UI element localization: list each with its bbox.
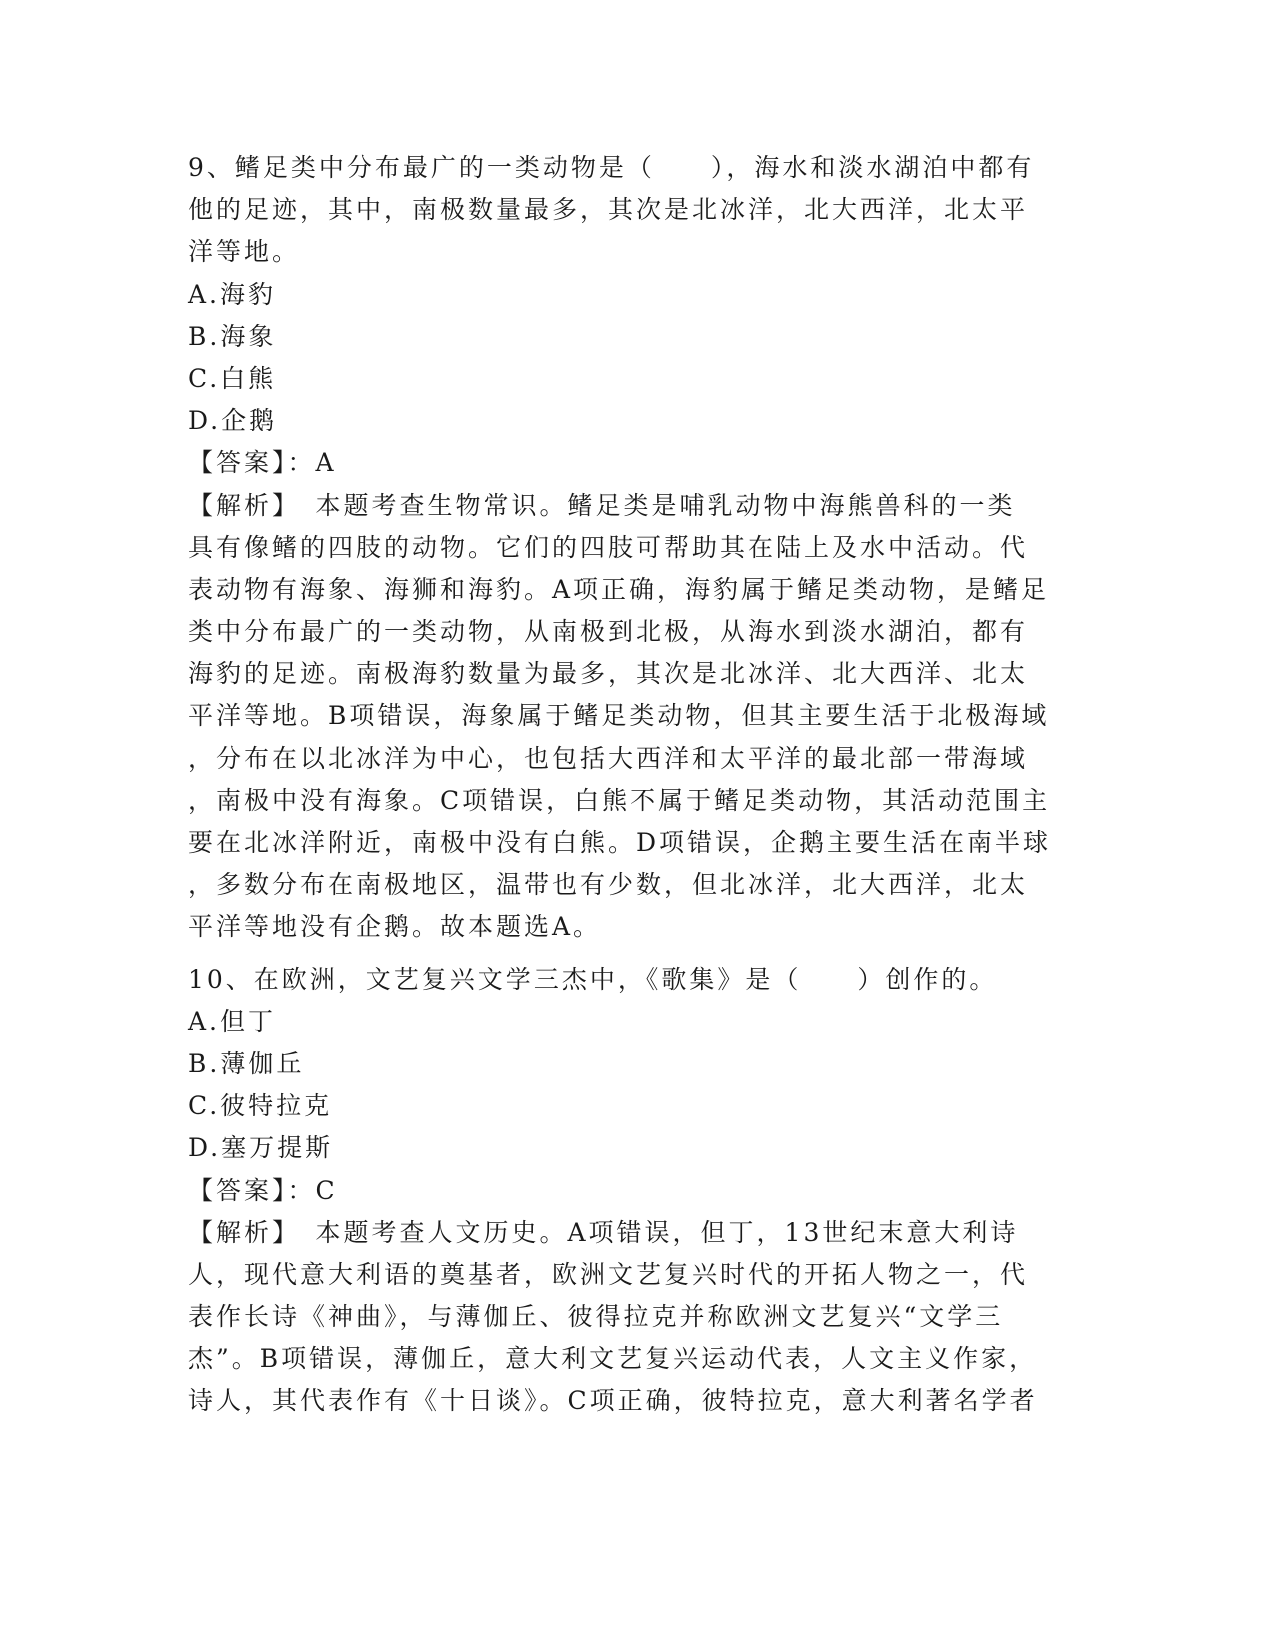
- analysis-line: ，多数分布在南极地区，温带也有少数，但北冰洋，北大西洋，北太: [188, 870, 1029, 900]
- analysis-line: 具有像鳍的四肢的动物。它们的四肢可帮助其在陆上及水中活动。代: [188, 532, 1029, 562]
- analysis-line: 类中分布最广的一类动物，从南极到北极，从海水到淡水湖泊，都有: [188, 617, 1029, 647]
- option-a: A.但丁: [188, 1006, 277, 1036]
- option-a: A.海豹: [188, 279, 277, 309]
- analysis-line: 平洋等地没有企鹅。故本题选A。: [188, 912, 602, 942]
- analysis-line: 海豹的足迹。南极海豹数量为最多，其次是北冰洋、北大西洋、北太: [188, 659, 1029, 689]
- option-b: B.薄伽丘: [188, 1048, 305, 1078]
- analysis-line: 表动物有海象、海狮和海豹。A项正确，海豹属于鳍足类动物，是鳍足: [188, 574, 1050, 604]
- analysis-line: ，分布在以北冰洋为中心，也包括大西洋和太平洋的最北部一带海域: [188, 743, 1029, 773]
- question-9: [188, 147, 1088, 949]
- analysis-line: 杰”。B项错误，薄伽丘，意大利文艺复兴运动代表，人文主义作家，: [188, 1344, 1038, 1374]
- analysis-line: 人，现代意大利语的奠基者，欧洲文艺复兴时代的开拓人物之一，代: [188, 1259, 1029, 1289]
- page-content: [188, 147, 1088, 1423]
- analysis-line: 要在北冰洋附近，南极中没有白熊。D项错误，企鹅主要生活在南半球: [188, 828, 1052, 857]
- question-10: [188, 959, 1088, 1423]
- option-b: B.海象: [188, 321, 277, 351]
- analysis-line: ，南极中没有海象。C项错误，白熊不属于鳍足类动物，其活动范围主: [188, 785, 1051, 815]
- answer-line: 【答案】：A: [188, 448, 337, 478]
- option-c: C.白熊: [188, 363, 277, 393]
- question-stem-line: 洋等地。: [188, 237, 301, 267]
- analysis-line: 【解析】 本题考查人文历史。A项错误，但丁，13世纪末意大利诗: [188, 1217, 1019, 1247]
- option-d: D.塞万提斯: [188, 1133, 334, 1163]
- answer-line: 【答案】：C: [188, 1175, 338, 1205]
- analysis-line: 平洋等地。B项错误，海象属于鳍足类动物，但其主要生活于北极海域: [188, 701, 1050, 731]
- question-stem-line: 9、鳍足类中分布最广的一类动物是（ ），海水和淡水湖泊中都有: [188, 153, 1035, 182]
- question-stem-line: 他的足迹，其中，南极数量最多，其次是北冰洋，北大西洋，北太平: [188, 195, 1029, 225]
- analysis-line: 诗人，其代表作有《十日谈》。C项正确，彼特拉克，意大利著名学者: [188, 1386, 1038, 1416]
- analysis-line: 【解析】 本题考查生物常识。鳍足类是哺乳动物中海熊兽科的一类: [188, 490, 1016, 520]
- option-c: C.彼特拉克: [188, 1091, 333, 1121]
- question-spacer: [188, 949, 1088, 959]
- option-d: D.企鹅: [188, 406, 278, 436]
- analysis-line: 表作长诗《神曲》，与薄伽丘、彼得拉克并称欧洲文艺复兴“文学三: [188, 1302, 1004, 1332]
- question-stem-line: 10、在欧洲，文艺复兴文学三杰中，《歌集》是（ ）创作的。: [188, 964, 998, 994]
